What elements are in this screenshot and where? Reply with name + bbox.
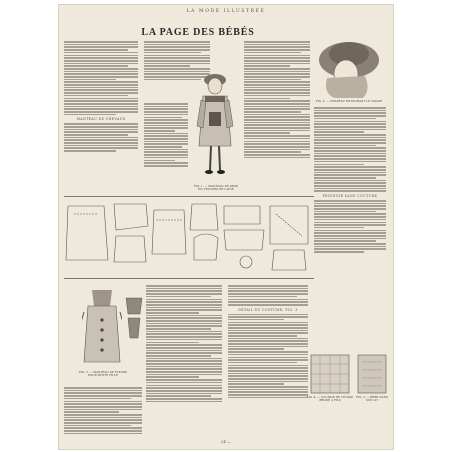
caption-fig2: FIG. 2. — CHAPEAU ENTOURANT LE VISAGE [315,99,383,103]
pattern-diagrams [64,200,314,276]
subhead-1: MANTEAU DE CHEVAUX [76,117,126,122]
text-column-bottom-middle-2 [228,284,308,400]
caption-fig5: FIG. 5. — BÉBÉ DANS SON LIT [356,395,388,403]
caption-fig1: FIG. 1. — MANTEAU DE DRAP EN VELOURS DE LAINE [193,184,239,192]
text-column-bottom-left [64,386,142,435]
illustration-child-coat [191,66,239,184]
caption-fig4: FIG. 4. — COUSSIN DE VOYAGE BRODÉ À FILS [306,395,354,403]
text-column-middle-2 [144,102,188,168]
text-column-middle-right [244,40,310,159]
text-column-bottom-middle [146,284,222,403]
page-title: LA PAGE DES BÉBÉS [141,27,255,38]
magazine-page [58,4,394,450]
caption-fig3: FIG. 3. — MANTEAU DE FLEURS POUR PETITE FILLE [78,370,128,378]
subhead-2: PEIGNOIR SANS COUTURE [322,194,378,198]
illustration-girl-coat [82,286,122,370]
illustration-baby-bed [356,354,388,394]
subhead-3: DÉTAIL DU COSTUME, FIG. 3 [238,307,298,312]
running-header: LA MODE ILLUSTRÉE [186,9,266,14]
illustration-hat-portrait [313,38,385,100]
text-column-right [314,106,386,254]
text-column-left [64,40,138,153]
page-number: 24 — [220,439,232,444]
illustration-bow-detail [124,294,144,340]
illustration-travel-cushion [310,354,350,394]
